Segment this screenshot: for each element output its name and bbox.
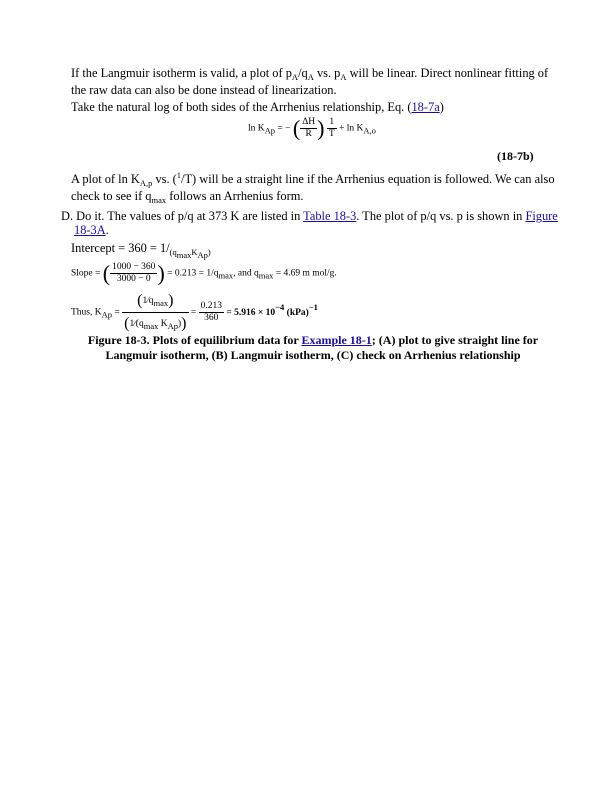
example-18-1-link[interactable]: Example 18-1 bbox=[301, 333, 372, 347]
figure-caption: Figure 18-3. Plots of equilibrium data for Example 18-1; (A) plot to give straight line for Langmuir isotherm, (B) Langmuir isotherm, (C) check on Arrhenius relationship bbox=[87, 333, 539, 362]
figure-18-3a-link-part2[interactable]: 18-3A bbox=[74, 223, 106, 237]
kap-equation: Thus, $K_{Ap}$ = $\frac{(1⁄q_{max})}{(1⁄(q_{max} K_{Ap}))}$ = $\frac{0.213}{360}$ = $5.916 \times 10^{-4}$ (kPa)$^{-1}$ bbox=[71, 292, 318, 332]
equation-18-7b: $\ln K_{Ap}$ = − ( $\frac{\Delta H}{R}$ ) $\frac{1}{T}$ + $\ln K_{A,o}$ bbox=[248, 115, 376, 141]
slope-equation: Slope = ( $\frac{1000 - 360}{3000 - 0}$ ) = $0.213 = 1/q_{max}$, and $q_{max} = 4.69$ m mol/g. bbox=[71, 260, 337, 286]
langmuir-paragraph-line1: If the Langmuir isotherm is valid, a plot of $p_A/q_A$ vs. $p_A$ will be linear. Direct nonlinear fitting of bbox=[71, 66, 549, 82]
eq-18-7a-link[interactable]: 18-7a bbox=[411, 100, 440, 114]
do-it-item-line1: D. Do it. The values of p/q at 373 K are listed in Table 18-3. The plot of p/q vs. p is shown in Figure bbox=[61, 209, 558, 223]
arrhenius-paragraph: Take the natural log of both sides of the Arrhenius relationship, Eq. (18-7a) bbox=[71, 100, 444, 114]
table-18-3-link[interactable]: Table 18-3 bbox=[303, 209, 357, 223]
figure-18-3a-link-part1[interactable]: Figure bbox=[525, 209, 558, 223]
langmuir-paragraph-line2: the raw data can also be done instead of linearization. bbox=[71, 83, 337, 97]
equation-number: (18-7b) bbox=[497, 149, 534, 163]
intercept-line: Intercept = $360 = 1/_{(q_{max}K_{Ap})}$ bbox=[71, 241, 211, 260]
do-it-item-line2: 18-3A. bbox=[74, 223, 109, 237]
plot-paragraph-line1: A plot of $\ln K_{A,p}$ vs. ($^1$/T) will be a straight line if the Arrhenius equation is followed. We can also bbox=[71, 170, 555, 188]
plot-paragraph-line2: check to see if $q_{max}$ follows an Arrhenius form. bbox=[71, 189, 304, 205]
